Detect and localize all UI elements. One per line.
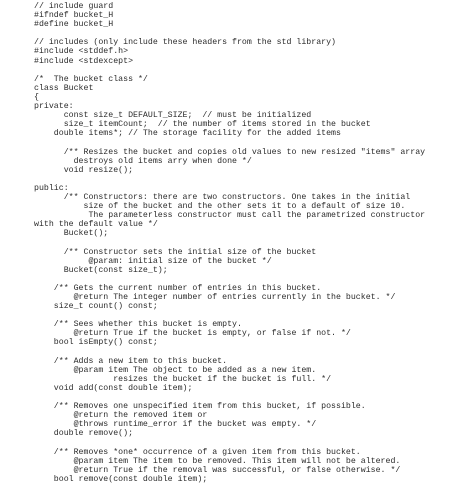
- code-line: resizes the bucket if the bucket is full. */: [34, 374, 332, 384]
- code-line: /** Removes *one* occurrence of a given item from this bucket.: [34, 447, 361, 457]
- code-line: @param item The item to be removed. This item will not be altered.: [34, 456, 401, 466]
- code-line: /** Resizes the bucket and copies old values to new resized "items" array: [34, 147, 426, 157]
- code-line: class Bucket: [34, 83, 94, 93]
- code-line: [34, 29, 425, 38]
- code-line: size of the bucket and the other sets it to a default of size 10.: [34, 202, 406, 212]
- code-line: // includes (only include these headers from the std library): [34, 38, 336, 48]
- code-line: size_t itemCount; // the number of items stored in the bucket: [34, 120, 371, 130]
- code-line: /** Gets the current number of entries in this bucket.: [34, 283, 322, 293]
- code-line: #define bucket_H: [34, 20, 114, 30]
- code-line: /** Removes one unspecified item from this bucket, if possible.: [34, 402, 366, 412]
- code-line: void add(const double item);: [34, 383, 193, 393]
- code-line: public:: [34, 183, 69, 193]
- code-line: /* The bucket class */: [34, 74, 148, 84]
- code-line: const size_t DEFAULT_SIZE; // must be initialized: [34, 111, 312, 121]
- code-line: destroys old items arry when done */: [34, 156, 252, 166]
- source-code: [34, 2, 425, 484]
- code-line: private:: [34, 102, 74, 112]
- code-line: [34, 275, 425, 284]
- code-line: double remove();: [34, 429, 134, 439]
- code-line: [34, 238, 425, 247]
- code-line: @return True if the bucket is empty, or false if not. */: [34, 329, 351, 339]
- code-line: #include <stdexcept>: [34, 56, 134, 66]
- code-line: [34, 348, 425, 357]
- code-line: /** Constructor sets the initial size of the bucket: [34, 247, 317, 257]
- code-line: @param: initial size of the bucket */: [34, 256, 272, 266]
- code-line: with the default value */: [34, 220, 158, 230]
- code-line: @return True if the removal was successful, or false otherwise. */: [34, 465, 401, 475]
- code-line: @return The integer number of entries currently in the bucket. */: [34, 293, 396, 302]
- code-line: /** Adds a new item to this bucket.: [34, 356, 228, 366]
- code-line: void resize();: [34, 165, 134, 175]
- code-line: The parameterless constructor must call the parametrized constructor: [34, 211, 426, 221]
- code-line: #ifndef bucket_H: [34, 11, 114, 21]
- code-line: {: [34, 92, 39, 102]
- code-line: @param item The object to be added as a new item.: [34, 365, 317, 375]
- code-line: @return the removed item or: [34, 411, 208, 421]
- code-line: size_t count() const;: [34, 302, 158, 312]
- code-line: @throws runtime_error if the bucket was empty. */: [34, 420, 317, 430]
- code-line: double items*; // The storage facility for the added items: [34, 129, 341, 139]
- code-line: // include guard: [34, 2, 114, 11]
- code-line: [34, 311, 425, 320]
- code-line: Bucket(const size_t);: [34, 265, 168, 275]
- code-line: bool isEmpty() const;: [34, 338, 158, 348]
- code-line: [34, 138, 425, 147]
- code-line: [34, 175, 425, 184]
- code-line: /** Sees whether this bucket is empty.: [34, 320, 242, 330]
- code-line: Bucket();: [34, 229, 109, 239]
- code-line: #include <stddef.h>: [34, 47, 129, 57]
- code-line: /** Constructors: there are two constructors. One takes in the initial: [34, 192, 411, 202]
- code-line: [34, 393, 425, 402]
- code-line: [34, 439, 425, 448]
- code-line: bool remove(const double item);: [34, 474, 208, 484]
- code-line: [34, 66, 425, 75]
